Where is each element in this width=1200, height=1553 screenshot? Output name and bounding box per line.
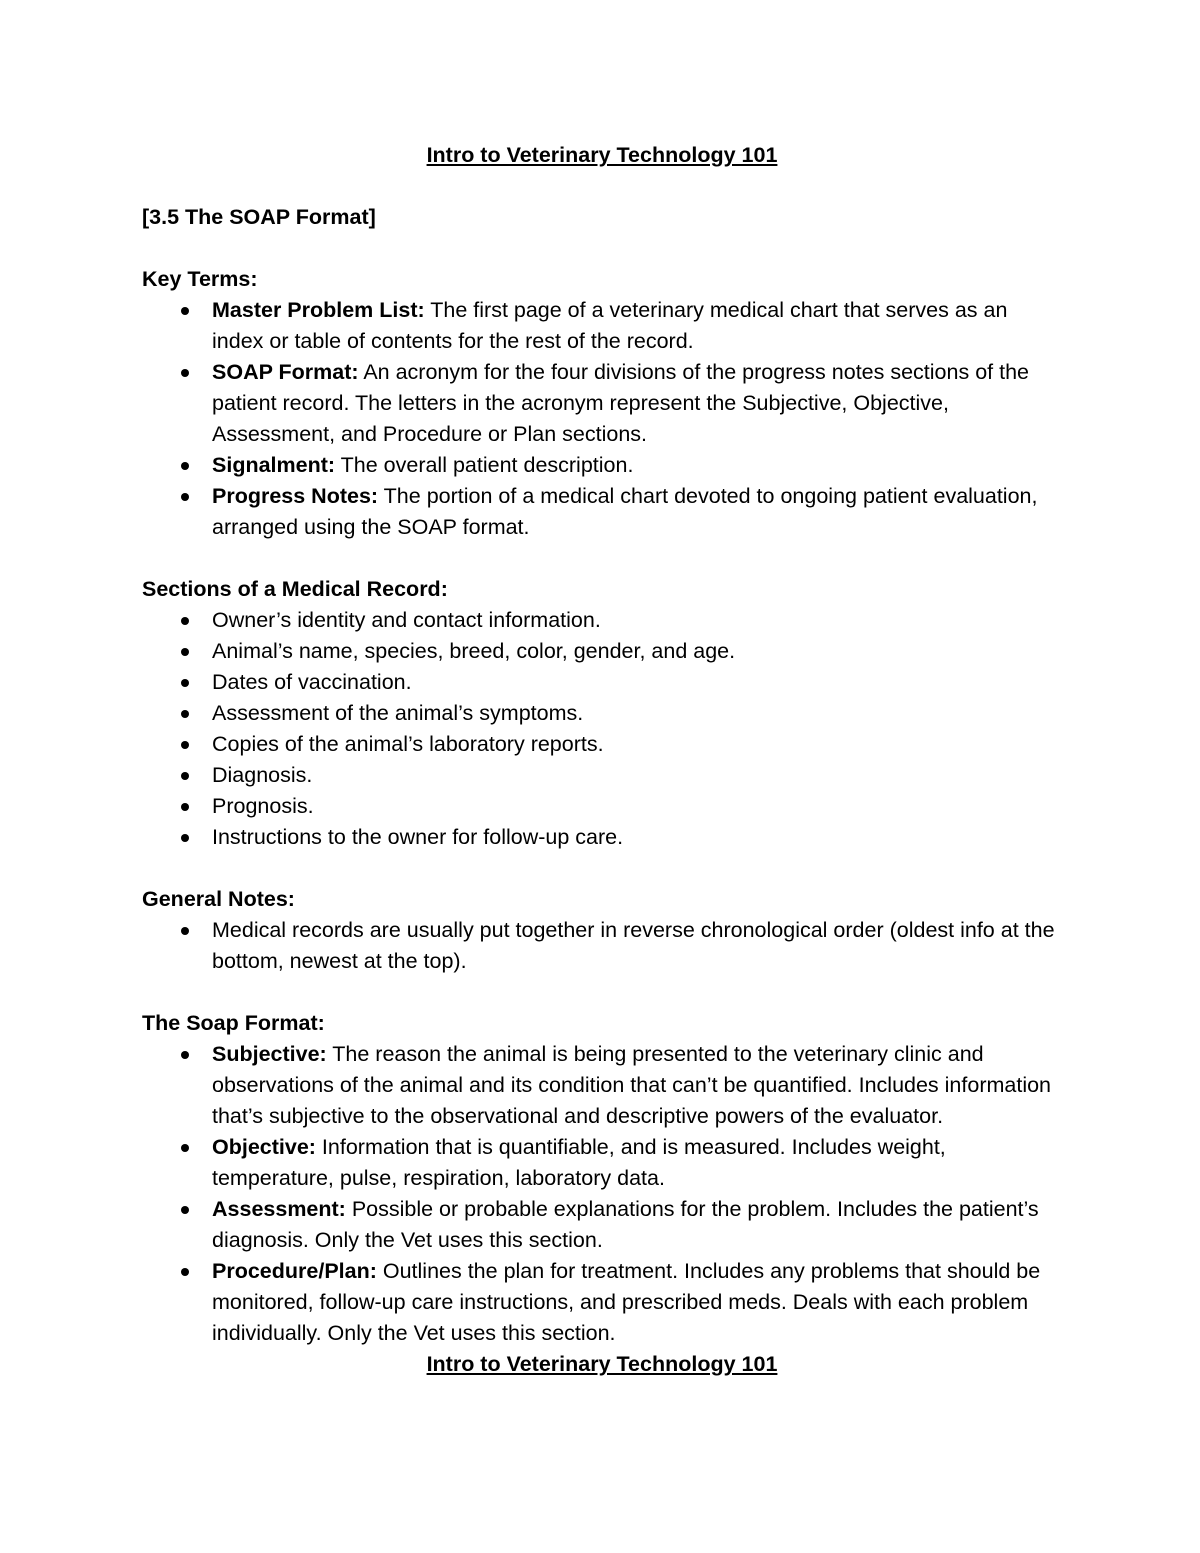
spacer bbox=[142, 171, 1062, 202]
soap-item bbox=[142, 1256, 1062, 1349]
list-item bbox=[142, 636, 1062, 667]
soap-term-label: Assessment: bbox=[212, 1197, 346, 1221]
soap-term-label: Subjective: bbox=[212, 1042, 327, 1066]
bullet-icon bbox=[181, 741, 189, 749]
bullet-icon bbox=[181, 927, 189, 935]
soap-item bbox=[142, 1039, 1062, 1132]
section-label: [3.5 The SOAP Format] bbox=[142, 205, 376, 229]
document-title: Intro to Veterinary Technology 101 bbox=[426, 143, 778, 167]
bullet-icon bbox=[181, 679, 189, 687]
bullet-icon bbox=[181, 772, 189, 780]
key-terms-heading: Key Terms: bbox=[142, 267, 258, 291]
bullet-icon bbox=[181, 1206, 189, 1214]
key-terms-list bbox=[142, 295, 1062, 543]
bullet-icon bbox=[181, 462, 189, 470]
bullet-icon bbox=[181, 493, 189, 501]
spacer bbox=[142, 543, 1062, 574]
bullet-icon bbox=[181, 710, 189, 718]
list-item bbox=[142, 605, 1062, 636]
list-item-text: Copies of the animal’s laboratory reports. bbox=[212, 732, 604, 756]
bullet-icon bbox=[181, 617, 189, 625]
key-term-item bbox=[142, 295, 1062, 357]
spacer bbox=[142, 233, 1062, 264]
list-item-text: Owner’s identity and contact information. bbox=[212, 608, 601, 632]
spacer bbox=[142, 853, 1062, 884]
key-term-item bbox=[142, 481, 1062, 543]
list-item-text: Prognosis. bbox=[212, 794, 314, 818]
key-term-label: Progress Notes: bbox=[212, 484, 379, 508]
key-term-item bbox=[142, 357, 1062, 450]
bullet-icon bbox=[181, 1144, 189, 1152]
list-item-text: Assessment of the animal’s symptoms. bbox=[212, 701, 584, 725]
soap-term-label: Objective: bbox=[212, 1135, 316, 1159]
soap-term-definition: Information that is quantifiable, and is measured. Includes weight, temperature, pulse, respiration, laboratory data. bbox=[212, 1135, 946, 1190]
list-item bbox=[142, 667, 1062, 698]
bullet-icon bbox=[181, 803, 189, 811]
key-term-definition: The first page of a veterinary medical chart that serves as an index or table of contents for the rest of the record. bbox=[212, 298, 1008, 353]
soap-term-label: Procedure/Plan: bbox=[212, 1259, 377, 1283]
key-term-definition: The portion of a medical chart devoted to ongoing patient evaluation, arranged using the SOAP format. bbox=[212, 484, 1038, 539]
key-term-definition: The overall patient description. bbox=[335, 453, 634, 477]
list-item bbox=[142, 791, 1062, 822]
sections-heading: Sections of a Medical Record: bbox=[142, 577, 448, 601]
general-notes-heading: General Notes: bbox=[142, 887, 295, 911]
list-item bbox=[142, 822, 1062, 853]
list-item bbox=[142, 698, 1062, 729]
key-term-definition: An acronym for the four divisions of the progress notes sections of the patient record. The letters in the acronym represent the Subjective, Objective, Assessment, and Procedure or Plan sections. bbox=[212, 360, 1029, 446]
bullet-icon bbox=[181, 307, 189, 315]
bullet-icon bbox=[181, 369, 189, 377]
sections-list bbox=[142, 605, 1062, 853]
list-item-text: Dates of vaccination. bbox=[212, 670, 412, 694]
soap-format-heading: The Soap Format: bbox=[142, 1011, 325, 1035]
soap-term-definition: Outlines the plan for treatment. Includes any problems that should be monitored, follow-up care instructions, and prescribed meds. Deals with each problem individually. Only the Vet uses this section. bbox=[212, 1259, 1041, 1345]
list-item bbox=[142, 760, 1062, 791]
list-item-text: Instructions to the owner for follow-up care. bbox=[212, 825, 624, 849]
soap-term-definition: The reason the animal is being presented to the veterinary clinic and observations of the animal and its condition that can’t be quantified. Includes information that’s subjective to the observational and descriptive powers of the evaluator. bbox=[212, 1042, 1052, 1128]
bullet-icon bbox=[181, 834, 189, 842]
bullet-icon bbox=[181, 1051, 189, 1059]
general-notes-list bbox=[142, 915, 1062, 977]
soap-item bbox=[142, 1194, 1062, 1256]
spacer bbox=[142, 977, 1062, 1008]
list-item bbox=[142, 915, 1062, 977]
document-page bbox=[142, 140, 1062, 1380]
list-item-text: Diagnosis. bbox=[212, 763, 313, 787]
bullet-icon bbox=[181, 648, 189, 656]
key-term-label: Master Problem List: bbox=[212, 298, 425, 322]
footer-title: Intro to Veterinary Technology 101 bbox=[426, 1352, 778, 1376]
list-item-text: Medical records are usually put together in reverse chronological order (oldest info at the bottom, newest at the top). bbox=[212, 918, 1055, 973]
list-item-text: Animal’s name, species, breed, color, gender, and age. bbox=[212, 639, 736, 663]
key-term-label: SOAP Format: bbox=[212, 360, 359, 384]
bullet-icon bbox=[181, 1268, 189, 1276]
soap-format-list bbox=[142, 1039, 1062, 1349]
key-term-label: Signalment: bbox=[212, 453, 336, 477]
soap-item bbox=[142, 1132, 1062, 1194]
soap-term-definition: Possible or probable explanations for the problem. Includes the patient’s diagnosis. Only the Vet uses this section. bbox=[212, 1197, 1039, 1252]
list-item bbox=[142, 729, 1062, 760]
key-term-item bbox=[142, 450, 1062, 481]
